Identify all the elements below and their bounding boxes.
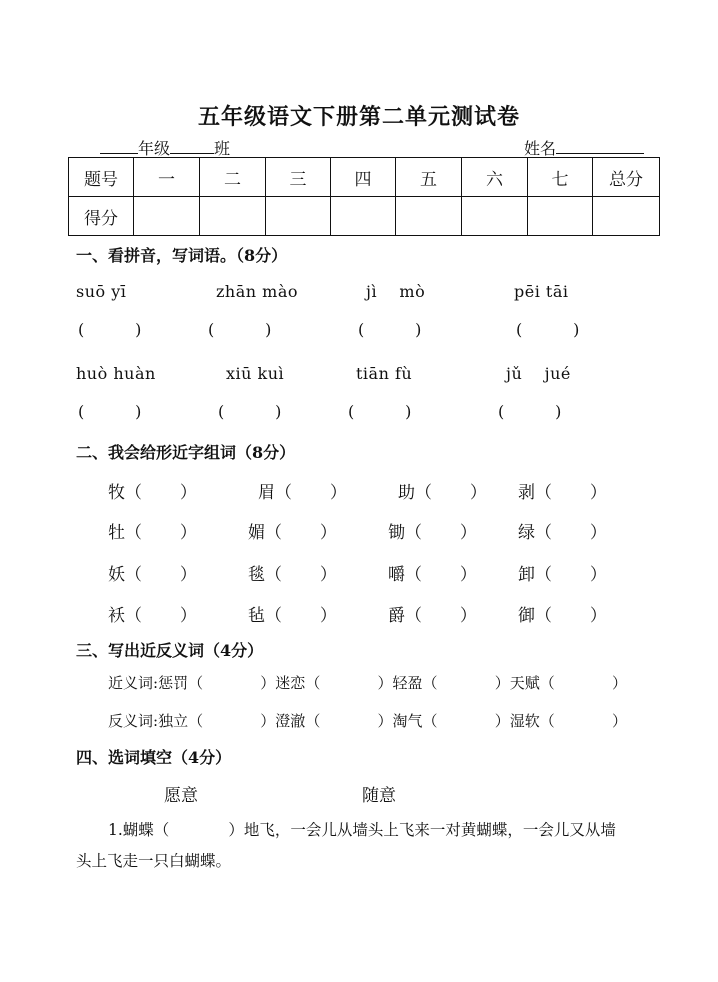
answer-blank[interactable]: （ ） (265, 523, 337, 543)
pinyin-item: jǔ jué (506, 364, 571, 383)
character: 御 (518, 606, 535, 626)
word: 淘气 (392, 712, 423, 730)
answer-blank[interactable]: （ ） (539, 674, 627, 692)
word-group-item (108, 518, 197, 543)
pinyin-item: jì mò (366, 282, 426, 301)
answer-blank[interactable]: （ ） (422, 712, 510, 730)
score-cell[interactable] (134, 197, 200, 236)
answer-blank[interactable]: ( ) (516, 320, 580, 339)
answer-blank[interactable]: （ ） (305, 674, 393, 692)
table-cell: 四 (331, 158, 396, 197)
answer-blank[interactable]: （ ） (265, 606, 337, 626)
answer-blank[interactable]: （ ） (535, 606, 607, 626)
grade-blank[interactable] (100, 139, 138, 154)
table-cell: 总分 (593, 158, 660, 197)
score-table-header-row (69, 158, 660, 197)
word-group-item (248, 601, 337, 626)
answer-blank[interactable]: ( ) (498, 402, 562, 421)
answer-blank[interactable]: ( ) (208, 320, 272, 339)
answer-blank[interactable]: （ ） (535, 565, 607, 585)
pinyin-item: huò huàn (76, 364, 156, 383)
word: 惩罚 (158, 674, 189, 692)
pinyin-item: zhān mào (216, 282, 299, 301)
answer-blank[interactable]: （ ） (535, 523, 607, 543)
answer-blank[interactable]: （ ） (405, 565, 477, 585)
character: 锄 (388, 523, 405, 543)
antonym-row (108, 710, 627, 731)
word-group-item (388, 518, 477, 543)
character: 毯 (248, 565, 265, 585)
table-cell: 一 (134, 158, 200, 197)
word-group-item (388, 560, 477, 585)
character: 爵 (388, 606, 405, 626)
answer-blank[interactable]: （ ） (188, 674, 276, 692)
word-group-item (518, 601, 607, 626)
character: 毡 (248, 606, 265, 626)
class-blank[interactable] (170, 139, 214, 154)
score-table (68, 157, 660, 236)
class-label: 班 (214, 139, 231, 158)
antonym-label: 反义词: (108, 712, 159, 730)
answer-blank[interactable]: （ ） (125, 565, 197, 585)
word-group-item (108, 478, 197, 503)
table-cell: 得分 (69, 197, 134, 236)
word: 轻盈 (392, 674, 423, 692)
answer-blank[interactable]: ( ) (358, 320, 422, 339)
synonym-label: 近义词: (108, 674, 159, 692)
question-sentence: 1.蝴蝶（ ）地飞，一会儿从墙头上飞来一对黄蝴蝶，一会儿又从墙 (108, 821, 616, 839)
answer-blank[interactable]: （ ） (539, 712, 627, 730)
word-group-item (248, 518, 337, 543)
word: 天赋 (509, 674, 540, 692)
word-group-item (518, 560, 607, 585)
answer-blank[interactable]: （ ） (125, 483, 197, 503)
score-cell[interactable] (200, 197, 266, 236)
character: 牧 (108, 483, 125, 503)
answer-blank[interactable]: （ ） (125, 606, 197, 626)
character: 妖 (108, 565, 125, 585)
answer-blank[interactable]: （ ） (265, 565, 337, 585)
answer-blank[interactable]: （ ） (275, 483, 347, 503)
section-3-heading: 三、写出近反义词（4分） (76, 641, 264, 660)
score-cell[interactable] (331, 197, 396, 236)
name-blank[interactable] (556, 139, 644, 154)
word: 澄澈 (275, 712, 306, 730)
word: 湿软 (509, 712, 540, 730)
pinyin-item: tiān fù (356, 364, 413, 383)
character: 眉 (258, 483, 275, 503)
word-group-item (518, 478, 607, 503)
answer-blank[interactable]: （ ） (305, 712, 393, 730)
answer-blank[interactable]: （ ） (405, 606, 477, 626)
character: 牡 (108, 523, 125, 543)
character: 卸 (518, 565, 535, 585)
grade-class-line (100, 136, 230, 159)
table-cell: 二 (200, 158, 266, 197)
choice-word: 愿意 (164, 786, 198, 806)
word-group-item (398, 478, 487, 503)
answer-blank[interactable]: （ ） (422, 674, 510, 692)
section-4-heading: 四、选词填空（4分） (76, 748, 232, 767)
character: 绿 (518, 523, 535, 543)
choice-word: 随意 (362, 786, 396, 806)
word: 迷恋 (275, 674, 306, 692)
answer-blank[interactable]: （ ） (188, 712, 276, 730)
answer-blank[interactable]: （ ） (125, 523, 197, 543)
score-cell[interactable] (462, 197, 528, 236)
answer-blank[interactable]: ( ) (348, 402, 412, 421)
answer-blank[interactable]: （ ） (415, 483, 487, 503)
word-group-item (108, 560, 197, 585)
table-cell: 六 (462, 158, 528, 197)
table-cell: 五 (396, 158, 462, 197)
character: 嚼 (388, 565, 405, 585)
score-table-score-row (69, 197, 660, 236)
answer-blank[interactable]: （ ） (535, 483, 607, 503)
score-cell[interactable] (396, 197, 462, 236)
section-1-heading: 一、看拼音，写词语。（8分） (76, 246, 288, 265)
score-cell[interactable] (528, 197, 593, 236)
word: 独立 (158, 712, 189, 730)
synonym-row (108, 672, 627, 693)
word-group-item (518, 518, 607, 543)
table-cell: 七 (528, 158, 593, 197)
pinyin-item: xiū kuì (226, 364, 285, 383)
answer-blank[interactable]: ( ) (218, 402, 282, 421)
section-2-heading: 二、我会给形近字组词（8分） (76, 443, 296, 462)
name-label: 姓名 (524, 139, 557, 158)
pinyin-item: suō yī (76, 282, 127, 301)
table-cell: 题号 (69, 158, 134, 197)
word-group-item (248, 560, 337, 585)
score-cell[interactable] (593, 197, 660, 236)
score-cell[interactable] (266, 197, 331, 236)
pinyin-item: pēi tāi (514, 282, 569, 301)
answer-blank[interactable]: （ ） (405, 523, 477, 543)
character: 媚 (248, 523, 265, 543)
word-group-item (258, 478, 347, 503)
name-line (524, 136, 644, 159)
table-cell: 三 (266, 158, 331, 197)
word-group-item (388, 601, 477, 626)
character: 剥 (518, 483, 535, 503)
character: 袄 (108, 606, 125, 626)
character: 助 (398, 483, 415, 503)
word-group-item (108, 601, 197, 626)
answer-blank[interactable]: ( ) (78, 402, 142, 421)
question-sentence-continued: 头上飞走一只白蝴蝶。 (76, 852, 232, 870)
answer-blank[interactable]: ( ) (78, 320, 142, 339)
page-title: 五年级语文下册第二单元测试卷 (197, 104, 520, 130)
grade-label: 年级 (138, 139, 171, 158)
